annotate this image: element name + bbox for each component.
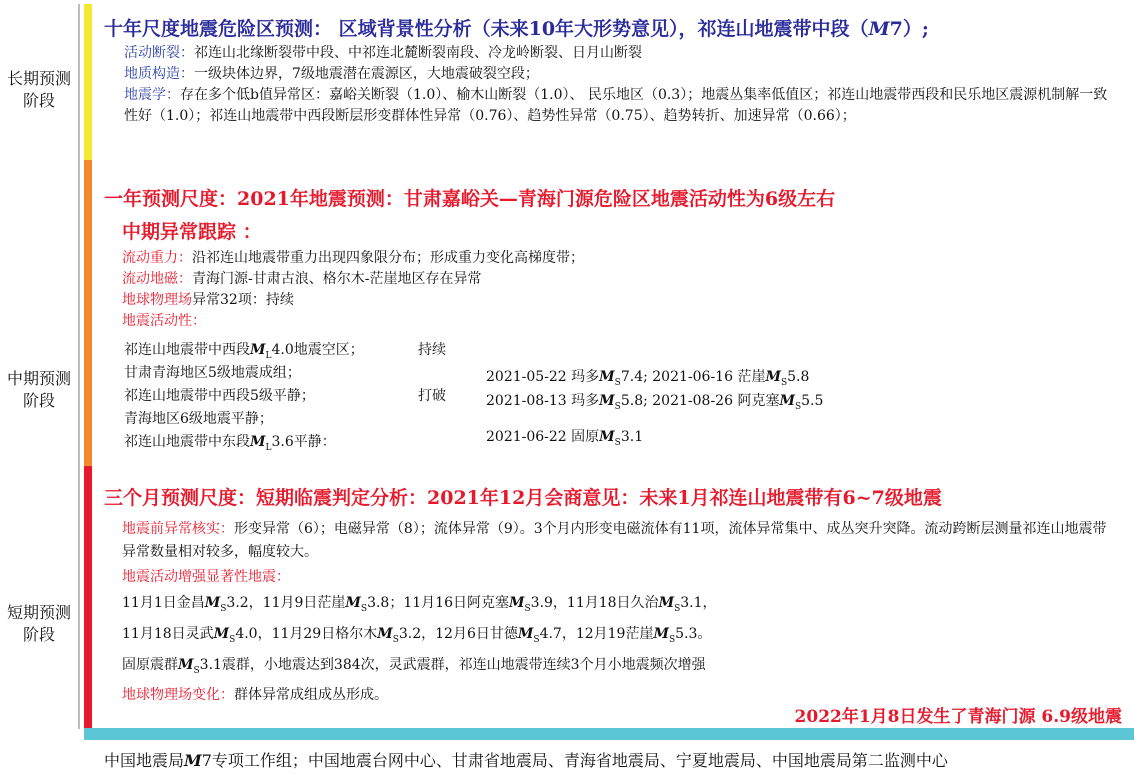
- mid-term-heading: 一年预测尺度：2021年地震预测：甘肃嘉峪关—青海门源危险区地震活动性为6级左右: [104, 188, 836, 210]
- stage-mid-label: 中期预测 阶段: [6, 369, 71, 410]
- activity-status-broken: 打破: [418, 388, 446, 404]
- activity-row-3: 祁连山地震带中西段5级平静；: [124, 388, 315, 404]
- activity-status-continue: 持续: [418, 342, 446, 358]
- event-line-2: 2021-08-13 玛多$M_S5.8$; 2021-08-26 阿克塞$M_S5.5$: [486, 393, 824, 412]
- long-term-heading: 十年尺度地震危险区预测： 区域背景性分析（未来10年大形势意见），祁连山地震带中段（M7）;: [104, 18, 929, 40]
- left-frame-line: [78, 4, 80, 729]
- geophysical-line: 地球物理场异常32项：持续: [122, 292, 294, 308]
- mid-stage-bar: [84, 160, 92, 466]
- outcome-statement: 2022年1月8日发生了青海门源 6.9级地震: [794, 707, 1122, 727]
- mid-term-subheading: 中期异常跟踪 ：: [122, 221, 262, 243]
- active-fault-line: 活动断裂：祁连山北缘断裂带中段、中祁连北麓断裂南段、冷龙岭断裂、日月山断裂: [124, 45, 642, 61]
- quake-list-line-1: 11月1日金昌$M_S3.2$，11月9日茫崖$M_S3.8$；11月16日阿克塞$M_S3.9$，11月18日久治$M_S3.1$，: [122, 595, 717, 614]
- short-term-section: [104, 483, 1128, 708]
- long-term-section: [104, 14, 1128, 127]
- stage-long-label: 长期预测 阶段: [6, 69, 71, 110]
- event-line-1: 2021-05-22 玛多$M_S7.4$; 2021-06-16 茫崖$M_S5.8$: [486, 369, 810, 388]
- precursor-line: 地震前异常核实：形变异常（6）；电磁异常（8）；流体异常（9）。3个月内形变电磁流体有11项，流体异常集中、成丛突升突降。流动跨断层测量祁连山地震带异常数量相对较多，幅度较大。: [122, 521, 1107, 560]
- geomagnetic-line: 流动地磁：青海门源-甘肃古浪、格尔木-茫崖地区存在异常: [122, 271, 482, 287]
- footer-credits: 中国地震局M7专项工作组；中国地震台网中心、甘肃省地震局、青海省地震局、宁夏地震局、中国地震局第二监测中心: [104, 751, 948, 770]
- long-stage-bar: [84, 4, 92, 160]
- activity-row-4: 青海地区6级地震平静；: [124, 411, 273, 427]
- short-stage-bar: [84, 466, 92, 728]
- quake-swarm-line: 固原震群$M_S3.1$震群，小地震达到384次，灵武震群，祁连山地震带连续3个月小地震频次增强: [122, 656, 706, 676]
- seismology-line: 地震学：存在多个低b值异常区：嘉峪关断裂（1.0）、榆木山断裂（1.0）、 民乐地区（0.3）；地震丛集率低值区；祁连山地震带西段和民乐地区震源机制解一致性好（1.0）；祁连山地震带中西段断层形变群体性异常（0.76）、趋势性异常（0.75）、趋势转折、加速异常（0.66）；: [124, 87, 1108, 124]
- mid-term-section: [104, 184, 1128, 332]
- bottom-divider-bar: [84, 728, 1134, 740]
- geophysical-change-line: 地球物理场变化：群体异常成组成丛形成。: [122, 687, 388, 704]
- activity-row-1: 祁连山地震带中西段$M_L4.0$地震空区；: [124, 342, 364, 361]
- geology-line: 地质构造：一级块体边界，7级地震潜在震源区，大地震破裂空段；: [124, 66, 539, 82]
- quake-list-line-2: 11月18日灵武$M_S4.0$，11月29日格尔木$M_S3.2$，12月6日甘德$M_S4.7$，12月19茫崖$M_S5.3$。: [122, 625, 712, 645]
- activity-row-5: 祁连山地震带中东段$M_L3.6$平静：: [124, 434, 336, 453]
- activity-row-2: 甘肃青海地区5级地震成组；: [124, 365, 301, 381]
- stage-short-label: 短期预测 阶段: [6, 603, 71, 644]
- event-line-3: 2021-06-22 固原$M_S3.1$: [486, 429, 644, 448]
- seismic-activity-label: 地震活动性：: [122, 313, 206, 329]
- short-term-heading: 三个月预测尺度：短期临震判定分析：2021年12月会商意见：未来1月祁连山地震带有6~7级地震: [104, 487, 942, 509]
- enhanced-activity-label: 地震活动增强显著性地震：: [122, 569, 290, 585]
- gravity-line: 流动重力：沿祁连山地震带重力出现四象限分布；形成重力变化高梯度带；: [122, 250, 584, 266]
